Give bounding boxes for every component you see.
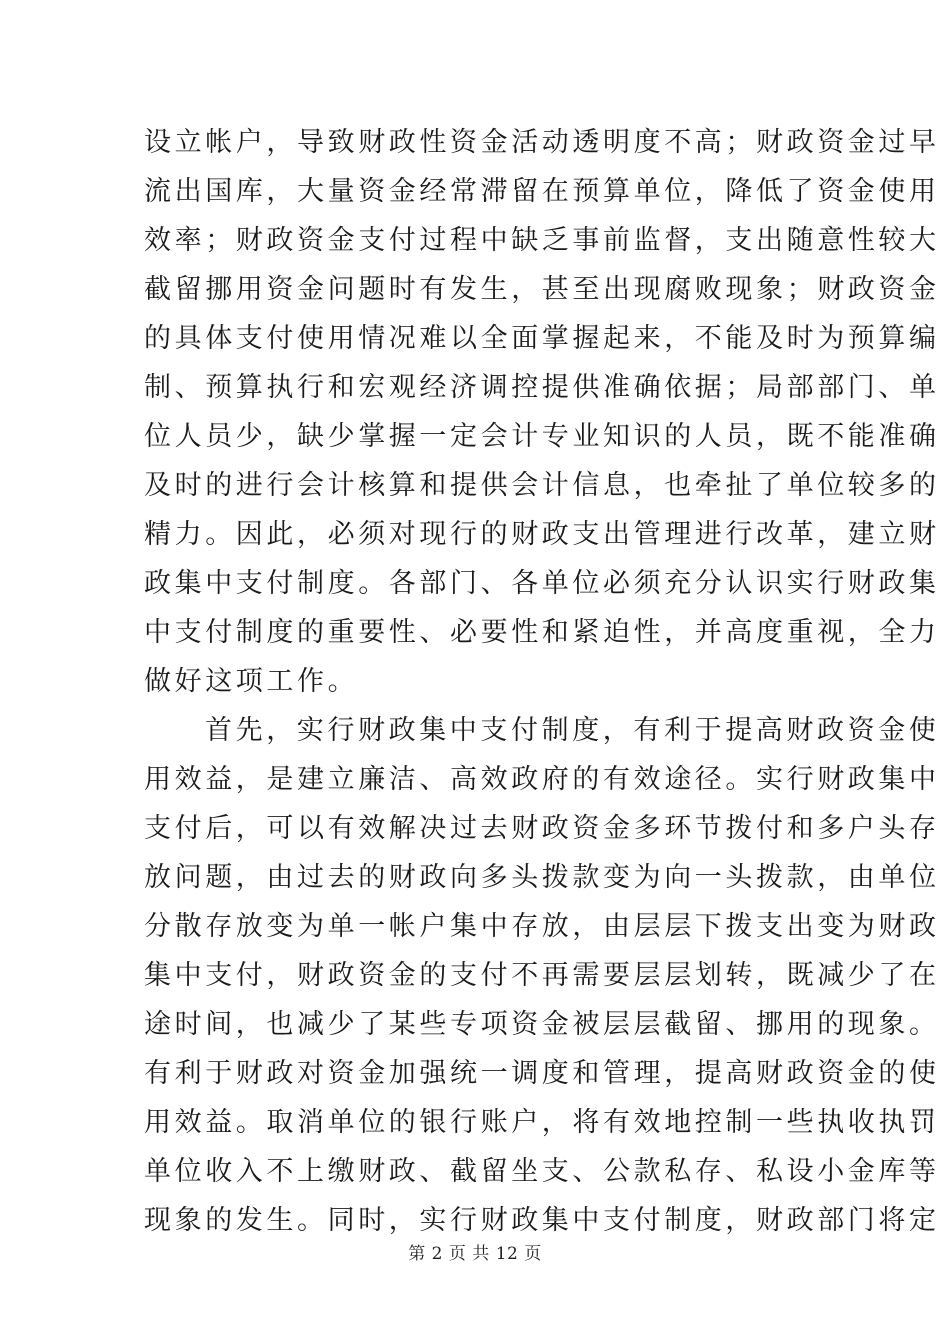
page-number-footer: 第 2 页 共 12 页	[408, 1244, 542, 1264]
paragraph-2-line-8: 有利于财政对资金加强统一调度和管理，提高财政资金的使	[144, 1058, 940, 1089]
paragraph-1-line-8: 及时的进行会计核算和提供会计信息，也牵扯了单位较多的	[144, 470, 940, 501]
paragraph-1-line-11: 中支付制度的重要性、必要性和紧迫性，并高度重视，全力	[144, 617, 940, 648]
paragraph-1-line-6: 制、预算执行和宏观经济调控提供准确依据；局部部门、单	[144, 372, 940, 403]
paragraph-1-line-2: 流出国库，大量资金经常滞留在预算单位，降低了资金使用	[144, 176, 940, 207]
paragraph-2-line-9: 用效益。取消单位的银行账户，将有效地控制一些执收执罚	[144, 1107, 940, 1138]
paragraph-1-line-9: 精力。因此，必须对现行的财政支出管理进行改革，建立财	[144, 519, 940, 550]
paragraph-2-line-4: 放问题，由过去的财政向多头拨款变为向一头拨款，由单位	[144, 862, 940, 893]
paragraph-2-line-1: 首先，实行财政集中支付制度，有利于提高财政资金使	[205, 715, 940, 746]
paragraph-1-line-1: 设立帐户，导致财政性资金活动透明度不高；财政资金过早	[144, 127, 940, 158]
paragraph-1-line-12: 做好这项工作。	[144, 666, 359, 697]
paragraph-2-line-3: 支付后，可以有效解决过去财政资金多环节拨付和多户头存	[144, 813, 940, 844]
paragraph-1-line-3: 效率；财政资金支付过程中缺乏事前监督，支出随意性较大	[144, 225, 940, 256]
paragraph-2-line-2: 用效益，是建立廉洁、高效政府的有效途径。实行财政集中	[144, 764, 940, 795]
paragraph-2-line-6: 集中支付，财政资金的支付不再需要层层划转，既减少了在	[144, 960, 940, 991]
paragraph-1-line-4: 截留挪用资金问题时有发生，甚至出现腐败现象；财政资金	[144, 274, 940, 305]
paragraph-2-line-5: 分散存放变为单一帐户集中存放，由层层下拨支出变为财政	[144, 911, 940, 942]
paragraph-1-line-7: 位人员少，缺少掌握一定会计专业知识的人员，既不能准确	[144, 421, 940, 452]
paragraph-2-line-11: 现象的发生。同时，实行财政集中支付制度，财政部门将定	[144, 1205, 940, 1236]
paragraph-2-line-10: 单位收入不上缴财政、截留坐支、公款私存、私设小金库等	[144, 1156, 940, 1187]
paragraph-2-line-7: 途时间，也减少了某些专项资金被层层截留、挪用的现象。	[144, 1009, 940, 1040]
paragraph-1-line-5: 的具体支付使用情况难以全面掌握起来，不能及时为预算编	[144, 323, 940, 354]
paragraph-1-line-10: 政集中支付制度。各部门、各单位必须充分认识实行财政集	[144, 568, 940, 599]
